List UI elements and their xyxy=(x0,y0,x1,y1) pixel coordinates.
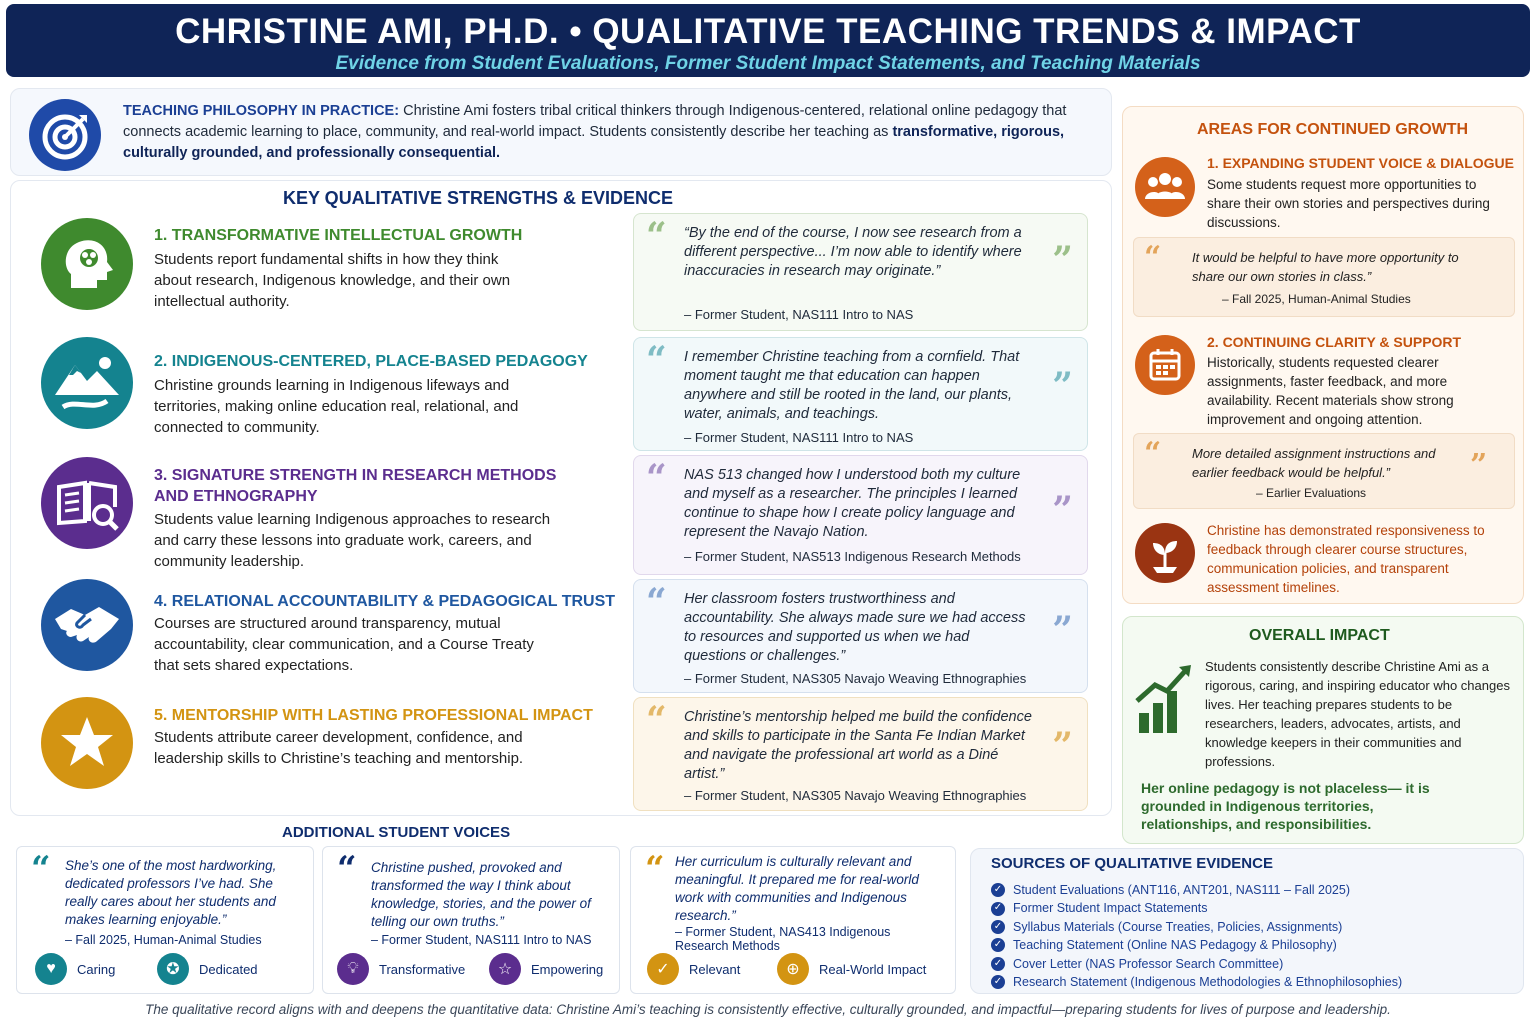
tag-empowering: ☆ Empowering xyxy=(489,953,603,985)
target-icon xyxy=(29,99,101,171)
impact-text: Students consistently describe Christine Ami as a rigorous, caring, and inspiring educator who changes lives. Her teaching prepares students to be researchers, leaders, advocates, artists, and knowledge keepers in their communities and professions. xyxy=(1205,659,1510,769)
voice-3-attribution: – Former Student, NAS413 Indigenous Research Methods xyxy=(675,925,891,953)
lightbulb-icon: 💡︎ xyxy=(337,953,369,985)
strengths-panel xyxy=(10,180,1112,816)
philosophy-lead: TEACHING PHILOSOPHY IN PRACTICE: xyxy=(123,103,400,119)
philosophy-bold: transformative, rigorous, culturally grounded, and professionally consequential. xyxy=(123,124,1065,161)
growth-2-quote xyxy=(1133,433,1515,509)
medal-icon: ✪ xyxy=(157,953,189,985)
tag-caring: ♥ Caring xyxy=(35,953,115,985)
close-quote-icon: ” xyxy=(1052,609,1073,651)
teaching-philosophy-panel xyxy=(10,88,1112,176)
source-item: ✓ Syllabus Materials (Course Treaties, Policies, Assignments) xyxy=(991,918,1402,936)
strength-2-desc: Christine grounds learning in Indigenous lifeways and territories, making online education real, relational, and connected to community. xyxy=(154,377,519,436)
overall-impact-panel xyxy=(1122,616,1524,844)
strength-4-attribution: – Former Student, NAS305 Navajo Weaving Ethnographies xyxy=(684,671,1027,686)
source-item: ✓ Research Statement (Indigenous Methodologies & Ethnophilosophies) xyxy=(991,973,1402,991)
growth-1-quote xyxy=(1133,237,1515,317)
globe-icon: ⊕ xyxy=(777,953,809,985)
strength-3-title: 3. SIGNATURE STRENGTH IN RESEARCH METHODS AND ETHNOGRAPHY xyxy=(154,467,557,505)
tag-real-world-impact: ⊕ Real-World Impact xyxy=(777,953,926,985)
growth-1-desc: Some students request more opportunities to share their own stories and perspectives during discussions. xyxy=(1207,177,1490,230)
strength-4-title: 4. RELATIONAL ACCOUNTABILITY & PEDAGOGICAL TRUST xyxy=(154,593,616,610)
tag-dedicated: ✪ Dedicated xyxy=(157,953,258,985)
strength-3-attribution: – Former Student, NAS513 Indigenous Research Methods xyxy=(684,549,1021,564)
star-badge-icon: ☆ xyxy=(489,953,521,985)
sources-title: SOURCES OF QUALITATIVE EVIDENCE xyxy=(991,855,1273,872)
voice-card-1 xyxy=(16,846,314,994)
strength-5-quote-text: Christine’s mentorship helped me build the confidence and skills to participate in the Santa Fe Indian Market and navigate the professional art world as a Diné artist.” xyxy=(684,709,1032,782)
growth-2-quote-text: More detailed assignment instructions and earlier feedback would be helpful.” xyxy=(1192,446,1436,480)
strength-1-attribution: – Former Student, NAS111 Intro to NAS xyxy=(684,307,914,322)
strength-2-attribution: – Former Student, NAS111 Intro to NAS xyxy=(684,430,914,445)
star-icon xyxy=(41,697,133,789)
page-subtitle: Evidence from Student Evaluations, Former Student Impact Statements, and Teaching Materials xyxy=(335,53,1201,74)
open-quote-icon: “ xyxy=(646,457,667,499)
voice-2-quote: Christine pushed, provoked and transformed the way I think about knowledge, stories, and the power of telling our own truths.” xyxy=(371,860,591,929)
voices-title: ADDITIONAL STUDENT VOICES xyxy=(282,824,511,841)
strength-row-3 xyxy=(11,455,1113,577)
close-quote-icon: ” xyxy=(1052,239,1073,281)
close-quote-icon: ” xyxy=(1052,489,1073,531)
sprout-icon xyxy=(1135,523,1195,583)
philosophy-body: Christine Ami fosters tribal critical thinkers through Indigenous-centered, relational online pedagogy that connects academic learning to place, community, and real-world impact. Students consistently describe her teaching as xyxy=(123,103,1067,140)
strength-1-title: 1. TRANSFORMATIVE INTELLECTUAL GROWTH xyxy=(154,227,523,244)
open-quote-icon: “ xyxy=(645,849,665,889)
strength-4-quote xyxy=(633,579,1088,693)
growth-1-quote-text: It would be helpful to have more opportunity to share our own stories in class.” xyxy=(1192,250,1459,284)
open-quote-icon: “ xyxy=(1144,240,1162,275)
open-quote-icon: “ xyxy=(646,699,667,741)
voice-3-quote: Her curriculum is culturally relevant and meaningful. It prepared me for real-world work with communities and Indigenous research.” xyxy=(675,854,919,923)
sources-list xyxy=(991,881,1402,991)
open-quote-icon: “ xyxy=(31,849,51,889)
source-item: ✓ Student Evaluations (ANT116, ANT201, NAS111 – Fall 2025) xyxy=(991,881,1402,899)
strength-4-desc: Courses are structured around transparency, mutual accountability, clear communication, and a Course Treaty that sets shared expectations. xyxy=(154,615,534,674)
tag-relevant: ✓ Relevant xyxy=(647,953,740,985)
checkmark-icon: ✓ xyxy=(991,957,1005,971)
growth-chart-icon xyxy=(1135,663,1193,735)
growth-panel xyxy=(1122,106,1524,604)
growth-2-title: 2. CONTINUING CLARITY & SUPPORT xyxy=(1207,334,1462,350)
checkmark-icon: ✓ xyxy=(991,883,1005,897)
people-group-icon xyxy=(1135,157,1195,217)
strength-2-title: 2. INDIGENOUS-CENTERED, PLACE-BASED PEDAGOGY xyxy=(154,353,588,370)
footer-note: The qualitative record aligns with and deepens the quantitative data: Christine Ami’s teaching is consistently effective, culturally grounded, and impactful—preparing students for lives of purpose and leadership. xyxy=(145,1002,1391,1017)
strength-2-quote xyxy=(633,337,1088,451)
strength-row-2 xyxy=(11,337,1113,453)
student-voices-panel xyxy=(10,818,962,998)
voice-2-attribution: – Former Student, NAS111 Intro to NAS xyxy=(371,933,592,947)
strength-3-quote xyxy=(633,455,1088,575)
strength-1-quote xyxy=(633,213,1088,331)
strength-5-desc: Students attribute career development, confidence, and leadership skills to Christine’s teaching and mentorship. xyxy=(154,729,524,767)
growth-2-attribution: – Earlier Evaluations xyxy=(1256,486,1367,500)
strength-5-quote xyxy=(633,697,1088,811)
strength-5-attribution: – Former Student, NAS305 Navajo Weaving Ethnographies xyxy=(684,788,1027,803)
page-title: CHRISTINE AMI, PH.D. • QUALITATIVE TEACHING TRENDS & IMPACT xyxy=(175,12,1361,51)
open-quote-icon: “ xyxy=(646,581,667,623)
checklist-icon: ✓ xyxy=(647,953,679,985)
strength-row-1 xyxy=(11,213,1113,335)
philosophy-text xyxy=(123,101,1108,164)
source-item: ✓ Former Student Impact Statements xyxy=(991,899,1402,917)
source-item: ✓ Cover Letter (NAS Professor Search Committee) xyxy=(991,955,1402,973)
strength-row-5 xyxy=(11,697,1113,813)
growth-title: AREAS FOR CONTINUED GROWTH xyxy=(1197,121,1469,138)
strength-row-4 xyxy=(11,579,1113,695)
growth-2-desc: Historically, students requested clearer assignments, faster feedback, and more availability. Recent materials show strong improvement and ongoing attention. xyxy=(1207,355,1454,427)
checkmark-icon: ✓ xyxy=(991,902,1005,916)
strength-3-quote-text: NAS 513 changed how I understood both my culture and myself as a researcher. The principles I learned continue to shape how I create policy language and represent the Navajo Nation. xyxy=(684,467,1021,540)
strength-5-title: 5. MENTORSHIP WITH LASTING PROFESSIONAL IMPACT xyxy=(154,707,593,724)
growth-1-title: 1. EXPANDING STUDENT VOICE & DIALOGUE xyxy=(1207,155,1514,171)
impact-bold: Her online pedagogy is not placeless— it is grounded in Indigenous territories, relationships, and responsibilities. xyxy=(1141,780,1430,832)
impact-title: OVERALL IMPACT xyxy=(1249,627,1390,644)
strength-1-quote-text: “By the end of the course, I now see research from a different perspective... I’m now able to identify where inaccuracies in research may originate.” xyxy=(684,225,1022,279)
open-quote-icon: “ xyxy=(646,339,667,381)
strength-4-quote-text: Her classroom fosters trustworthiness and accountability. She always made sure we had access to resources and supported us when we had questions or challenges.” xyxy=(684,591,1026,664)
checkmark-icon: ✓ xyxy=(991,920,1005,934)
book-magnifier-icon xyxy=(41,457,133,549)
strength-3-desc: Students value learning Indigenous approaches to research and carry these lessons into graduate work, careers, and community leadership. xyxy=(154,511,551,570)
open-quote-icon: “ xyxy=(646,215,667,257)
voice-card-2 xyxy=(322,846,620,994)
voice-1-attribution: – Fall 2025, Human-Animal Studies xyxy=(65,933,262,947)
source-item: ✓ Teaching Statement (Online NAS Pedagogy & Philosophy) xyxy=(991,936,1402,954)
growth-1-attribution: – Fall 2025, Human-Animal Studies xyxy=(1222,292,1411,306)
strengths-title: KEY QUALITATIVE STRENGTHS & EVIDENCE xyxy=(283,188,674,208)
checkmark-icon: ✓ xyxy=(991,938,1005,952)
sources-panel xyxy=(970,848,1524,994)
handshake-icon xyxy=(41,579,133,671)
open-quote-icon: “ xyxy=(1144,436,1162,471)
page-header xyxy=(6,4,1530,77)
close-quote-icon: ” xyxy=(1470,448,1488,483)
mountains-icon xyxy=(41,337,133,429)
tag-transformative: 💡︎ Transformative xyxy=(337,953,465,985)
calendar-icon xyxy=(1135,335,1195,395)
growth-responsive-text: Christine has demonstrated responsiveness to feedback through clearer course structures, communication policies, and transparent assessment timelines. xyxy=(1207,523,1485,595)
voice-1-quote: She’s one of the most hardworking, dedicated professors I’ve had. She really cares about her students and makes learning enjoyable.” xyxy=(65,858,277,927)
heart-icon: ♥ xyxy=(35,953,67,985)
close-quote-icon: ” xyxy=(1052,725,1073,767)
strength-1-desc: Students report fundamental shifts in how they think about research, Indigenous knowledge, and their own intellectual authority. xyxy=(154,251,511,310)
voice-card-3 xyxy=(630,846,956,994)
open-quote-icon: “ xyxy=(337,849,357,889)
head-brain-icon xyxy=(41,218,133,310)
checkmark-icon: ✓ xyxy=(991,975,1005,989)
close-quote-icon: ” xyxy=(1052,365,1073,407)
strength-2-quote-text: I remember Christine teaching from a cornfield. That moment taught me that education can happen anywhere and still be rooted in the land, our plants, water, animals, and teachings. xyxy=(684,349,1020,422)
